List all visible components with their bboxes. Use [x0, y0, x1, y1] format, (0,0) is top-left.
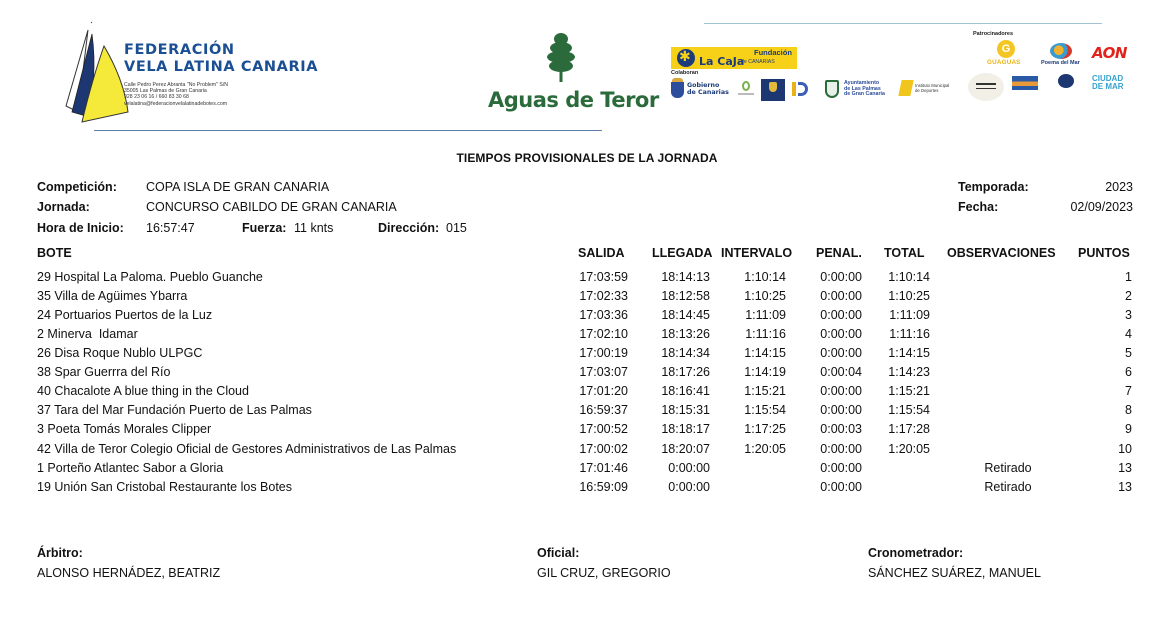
- jornada-label: Jornada:: [37, 200, 90, 214]
- table-row: [0, 401, 1174, 420]
- cell-puntos: 1: [1125, 270, 1132, 284]
- cell-salida: 16:59:09: [579, 480, 628, 494]
- ciudad-mar-line2: DE MAR: [1092, 82, 1124, 91]
- federation-logo: [62, 20, 362, 132]
- cell-total: 1:11:16: [889, 327, 930, 341]
- arbitro-value: ALONSO HERNÁDEZ, BEATRIZ: [37, 566, 221, 580]
- guaguas-logo: [984, 40, 1028, 72]
- sails-icon: [62, 20, 132, 124]
- cell-puntos: 6: [1125, 365, 1132, 379]
- cell-llegada: 18:12:58: [661, 289, 710, 303]
- cell-intervalo: 1:11:09: [745, 308, 786, 322]
- cell-total: 1:10:14: [888, 270, 930, 284]
- table-row: [0, 344, 1174, 363]
- oficial-label: Oficial:: [537, 546, 580, 560]
- direccion-value: 015: [446, 221, 467, 235]
- cell-intervalo: 1:17:25: [744, 422, 786, 436]
- fecha-value: 02/09/2023: [1070, 200, 1133, 214]
- cell-salida: 17:01:46: [579, 461, 628, 475]
- competicion-value: COPA ISLA DE GRAN CANARIA: [146, 180, 330, 194]
- gobierno-line2: de Canarias: [687, 88, 729, 96]
- cell-bote: 37 Tara del Mar Fundación Puerto de Las Palmas: [37, 403, 312, 417]
- ayuntamiento-line3: de Gran Canaria: [844, 91, 885, 98]
- cronometrador-label: Cronometrador:: [868, 546, 964, 560]
- fuerza-label: Fuerza:: [242, 221, 287, 235]
- cell-penal: 0:00:00: [820, 384, 862, 398]
- cell-observaciones: Retirado: [984, 461, 1032, 475]
- cell-total: 1:14:15: [888, 346, 930, 360]
- fuerza-value: 11 knts: [294, 221, 334, 235]
- cell-bote: 38 Spar Guerrra del Río: [37, 365, 171, 379]
- address-line2: 35005 Las Palmas de Gran Canaria: [124, 88, 207, 95]
- jornada-value: CONCURSO CABILDO DE GRAN CANARIA: [146, 200, 397, 214]
- instituto-line1: Instituto Municipal: [915, 83, 950, 88]
- teror-logo-text: Aguas de Teror: [488, 88, 659, 112]
- cell-llegada: 18:20:07: [661, 442, 710, 456]
- cell-salida: 17:00:19: [579, 346, 628, 360]
- cell-penal: 0:00:00: [820, 270, 862, 284]
- guaguas-text: GUAGUAS: [987, 59, 1021, 66]
- table-row: [0, 420, 1174, 439]
- table-row: [0, 268, 1174, 287]
- ayuntamiento-shield-icon: [825, 80, 839, 98]
- cell-puntos: 4: [1125, 327, 1132, 341]
- cell-llegada: 18:14:45: [661, 308, 710, 322]
- sponsor-logo-sunset: [1012, 76, 1038, 90]
- runner-icon: [898, 80, 913, 96]
- cell-salida: 17:03:07: [579, 365, 628, 379]
- leaf-icon: [742, 81, 750, 91]
- cell-penal: 0:00:00: [820, 327, 862, 341]
- ayuntamiento-logo: [825, 78, 897, 100]
- oficial-value: GIL CRUZ, GREGORIO: [537, 566, 671, 580]
- cell-penal: 0:00:00: [820, 308, 862, 322]
- tree-icon: [540, 32, 582, 84]
- cell-bote: 42 Villa de Teror Colegio Oficial de Gestores Administrativos de Las Palmas: [37, 442, 457, 456]
- ayuntamiento-line1: Ayuntamiento: [844, 80, 880, 86]
- table-row: [0, 459, 1174, 478]
- cell-puntos: 7: [1125, 384, 1132, 398]
- cell-salida: 17:02:33: [579, 289, 628, 303]
- poema-del-mar-logo: [1040, 40, 1084, 70]
- cell-penal: 0:00:00: [820, 480, 862, 494]
- aon-logo: AON: [1092, 44, 1127, 62]
- cell-llegada: 18:14:13: [661, 270, 710, 284]
- table-row: [0, 440, 1174, 459]
- cell-intervalo: 1:15:21: [744, 384, 786, 398]
- federation-email: velalatina@federacionvelalatinadebotes.com: [124, 100, 228, 107]
- lacaja-name: La CaJa: [699, 55, 745, 68]
- collaborators-label: Colaboran: [671, 70, 699, 76]
- cell-puntos: 13: [1118, 480, 1132, 494]
- col-llegada: LLEGADA: [652, 246, 713, 260]
- cell-salida: 16:59:37: [579, 403, 628, 417]
- fish-icon: [1050, 43, 1072, 59]
- cell-puntos: 10: [1118, 442, 1132, 456]
- cell-penal: 0:00:00: [820, 442, 862, 456]
- cell-llegada: 18:18:17: [661, 422, 710, 436]
- lacaja-sun-icon: [677, 49, 695, 67]
- temporada-value: 2023: [1105, 180, 1133, 194]
- aguas-de-teror-logo: [486, 30, 659, 116]
- gobierno-text: [687, 83, 729, 97]
- collaborator-logo-navy: [761, 79, 785, 101]
- col-total: TOTAL: [884, 246, 925, 260]
- cell-total: 1:17:28: [888, 422, 930, 436]
- direccion-label: Dirección:: [378, 221, 440, 235]
- competicion-label: Competición:: [37, 180, 117, 194]
- table-row: [0, 306, 1174, 325]
- hora-inicio-value: 16:57:47: [146, 221, 195, 235]
- shield-icon: [671, 82, 684, 98]
- col-intervalo: INTERVALO: [721, 246, 793, 260]
- cell-total: 1:20:05: [888, 442, 930, 456]
- cell-observaciones: Retirado: [984, 480, 1032, 494]
- col-penal: PENAL.: [816, 246, 862, 260]
- cell-puntos: 13: [1118, 461, 1132, 475]
- cell-salida: 17:00:02: [579, 442, 628, 456]
- cell-intervalo: 1:10:14: [744, 270, 786, 284]
- table-row: [0, 287, 1174, 306]
- federation-phone: 928 23 06 16 / 660 83 30 68: [124, 94, 189, 101]
- cell-intervalo: 1:15:54: [744, 403, 786, 417]
- sponsors-label: Patrocinadores: [973, 31, 1014, 37]
- ayuntamiento-line2: de Las Palmas: [844, 85, 881, 92]
- ciudad-de-mar-logo: [1092, 75, 1124, 91]
- table-row: [0, 382, 1174, 401]
- cell-puntos: 3: [1125, 308, 1132, 322]
- cell-penal: 0:00:00: [820, 461, 862, 475]
- cell-total: 1:11:09: [889, 308, 930, 322]
- cell-bote: 19 Unión San Cristobal Restaurante los Botes: [37, 480, 293, 494]
- cell-intervalo: 1:14:15: [744, 346, 786, 360]
- cell-total: 1:14:23: [888, 365, 930, 379]
- cell-penal: 0:00:00: [820, 403, 862, 417]
- cell-intervalo: 1:11:16: [745, 327, 786, 341]
- cell-penal: 0:00:03: [820, 422, 862, 436]
- crest-icon: [769, 82, 777, 92]
- cell-salida: 17:01:20: [579, 384, 628, 398]
- arbitro-label: Árbitro:: [37, 546, 83, 560]
- cell-salida: 17:03:36: [579, 308, 628, 322]
- federation-name: [124, 42, 318, 76]
- cell-intervalo: 1:20:05: [744, 442, 786, 456]
- federation-name-line1: FEDERACIÓN: [124, 42, 235, 58]
- cell-bote: 40 Chacalote A blue thing in the Cloud: [37, 384, 249, 398]
- col-salida: SALIDA: [578, 246, 625, 260]
- document-title: TIEMPOS PROVISIONALES DE LA JORNADA: [456, 151, 718, 165]
- lacaja-logo: [671, 47, 797, 69]
- cell-salida: 17:02:10: [579, 327, 628, 341]
- cell-total: 1:15:21: [888, 384, 930, 398]
- cell-puntos: 2: [1125, 289, 1132, 303]
- col-bote: BOTE: [37, 246, 72, 260]
- cell-llegada: 18:14:34: [661, 346, 710, 360]
- instituto-deportes-logo: [900, 78, 960, 100]
- ciudad-mar-line1: CIUDAD: [1092, 74, 1124, 83]
- cell-penal: 0:00:00: [820, 346, 862, 360]
- cell-bote: 3 Poeta Tomás Morales Clipper: [37, 422, 212, 436]
- cell-bote: 26 Disa Roque Nublo ULPGC: [37, 346, 203, 360]
- cell-total: 1:10:25: [888, 289, 930, 303]
- cell-bote: 35 Villa de Agüimes Ybarra: [37, 289, 188, 303]
- temporada-label: Temporada:: [958, 180, 1029, 194]
- col-puntos: PUNTOS: [1078, 246, 1130, 260]
- cell-salida: 17:03:59: [579, 270, 628, 284]
- collaborator-logo-id: [792, 80, 810, 100]
- cell-llegada: 18:17:26: [661, 365, 710, 379]
- federation-name-line2: VELA LATINA CANARIA: [124, 59, 319, 75]
- sponsor-logo-puertos: [1058, 74, 1074, 88]
- cell-intervalo: 1:14:19: [744, 365, 786, 379]
- col-observaciones: OBSERVACIONES: [947, 246, 1056, 260]
- cronometrador-value: SÁNCHEZ SUÁREZ, MANUEL: [868, 566, 1041, 580]
- sponsor-logo-round: [968, 73, 1004, 101]
- fecha-label: Fecha:: [958, 200, 999, 214]
- cell-bote: 29 Hospital La Paloma. Pueblo Guanche: [37, 270, 263, 284]
- table-row: [0, 325, 1174, 344]
- cell-llegada: 18:13:26: [661, 327, 710, 341]
- table-row: [0, 478, 1174, 497]
- gobierno-canarias-logo: [671, 78, 731, 100]
- instituto-line2: de Deportes: [915, 87, 939, 93]
- lacaja-sub: de CANARIAS: [741, 59, 775, 65]
- gobierno-line1: Gobierno: [687, 82, 720, 89]
- collaborator-logo-green: [738, 80, 754, 98]
- cell-penal: 0:00:04: [820, 365, 862, 379]
- header-divider: [94, 130, 602, 131]
- cell-intervalo: 1:10:25: [744, 289, 786, 303]
- cell-bote: 1 Porteño Atlantec Sabor a Gloria: [37, 461, 224, 475]
- cell-puntos: 8: [1125, 403, 1132, 417]
- table-row: [0, 363, 1174, 382]
- sponsors-divider: [704, 23, 1102, 24]
- cell-bote: 2 Minerva Idamar: [37, 327, 138, 341]
- address-line1: Calle Pedro Perez Abranta "No Problem" S/N: [124, 82, 229, 88]
- cell-llegada: 18:16:41: [661, 384, 710, 398]
- federation-address: [124, 82, 228, 107]
- cell-llegada: 0:00:00: [668, 480, 710, 494]
- cell-salida: 17:00:52: [579, 422, 628, 436]
- poema-text: Poema del Mar: [1041, 60, 1080, 66]
- cell-llegada: 18:15:31: [661, 403, 710, 417]
- lacaja-fundacion: Fundación: [754, 48, 792, 57]
- cell-penal: 0:00:00: [820, 289, 862, 303]
- guaguas-g-icon: G: [997, 40, 1015, 58]
- cell-bote: 24 Portuarios Puertos de la Luz: [37, 308, 213, 322]
- cell-total: 1:15:54: [888, 403, 930, 417]
- cell-puntos: 9: [1125, 422, 1132, 436]
- cell-puntos: 5: [1125, 346, 1132, 360]
- cell-llegada: 0:00:00: [668, 461, 710, 475]
- hora-inicio-label: Hora de Inicio:: [37, 221, 124, 235]
